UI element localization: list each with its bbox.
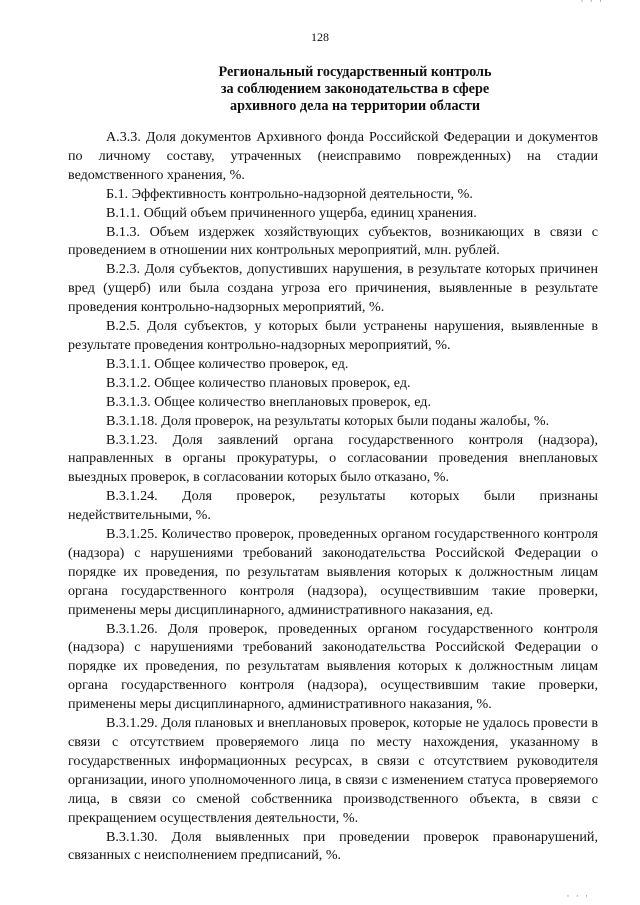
paragraph-v-3-1-23: В.3.1.23. Доля заявлений органа государственного контроля (надзора), направленных в органы прокуратуры, о согласовании проведения внеплановых выездных проверок, в согласовании которых было отказано, %. — [68, 431, 598, 486]
paragraph-a-3-3: А.3.3. Доля документов Архивного фонда Российской Федерации и документов по личному составу, утраченных (неисправимо поврежденных) на стадии ведомственного хранения, %. — [68, 129, 598, 183]
corner-scan-mark: · · · — [580, 0, 604, 6]
paragraph-v-2-5: В.2.5. Доля субъектов, у которых были устранены нарушения, выявленные в результате проведения контрольно-надзорных мероприятий, %. — [68, 318, 598, 353]
paragraph-v-3-1-24: В.3.1.24. Доля проверок, результаты которых были признаны недействительными, %. — [68, 488, 598, 524]
page-number: 128 — [311, 30, 329, 44]
paragraph-v-1-3: В.1.3. Объем издержек хозяйствующих субъектов, возникающих в связи с проведением в отношении них контрольных мероприятий, млн. рублей. — [68, 223, 598, 259]
paragraph-b-1: Б.1. Эффективность контрольно-надзорной деятельности, %. — [106, 185, 473, 202]
section-title-line-3: архивного дела на территории области — [229, 98, 480, 114]
paragraph-v-3-1-2: В.3.1.2. Общее количество плановых проверок, ед. — [106, 374, 411, 391]
section-title — [180, 64, 530, 115]
paragraph-v-3-1-29: В.3.1.29. Доля плановых и внеплановых проверок, которые не удалось провести в связи с отсутствием проверяемого лица по месту нахождения, указанному в государственных информационных ресурсах, в связи с отсутствием руководителя организации, иного уполномоченного лица, в связи с изменением статуса проверяемого лица, в связи со сменой собственника производственного объекта, в связи с прекращением осуществления деятельности, %. — [68, 715, 598, 826]
paragraph-v-3-1-25: В.3.1.25. Количество проверок, проведенных органом государственного контроля (надзора) с нарушениями требований законодательства Российской Федерации о порядке их проведения, по результатам выявления которых к должностным лицам органа государственного контроля (надзора), осуществившим такие проверки, применены меры дисциплинарного, административного наказания, ед. — [68, 526, 598, 618]
paragraph-v-3-1-18: В.3.1.18. Доля проверок, на результаты которых были поданы жалобы, %. — [106, 412, 550, 429]
section-title-line-2: за соблюдением законодательства в сфере — [220, 81, 490, 97]
paragraph-v-1-1: В.1.1. Общий объем причиненного ущерба, единиц хранения. — [106, 204, 477, 221]
paragraph-v-3-1-26: В.3.1.26. Доля проверок, проведенных органом государственного контроля (надзора) с нарушениями требований законодательства Российской Федерации о порядке их проведения, по результатам выявления которых к должностным лицам органа государственного контроля (надзора), осуществившим такие проверки, применены меры дисциплинарного, административного наказания, %. — [68, 620, 598, 713]
section-title-line-1: Региональный государственный контроль — [218, 64, 492, 80]
paragraph-v-3-1-3: В.3.1.3. Общее количество внеплановых проверок, ед. — [106, 393, 431, 410]
paragraph-v-3-1-1: В.3.1.1. Общее количество проверок, ед. — [106, 355, 349, 372]
paragraph-v-2-3: В.2.3. Доля субъектов, допустивших нарушения, в результате которых причинен вред (ущерб) или была создана угроза его причинения, выявленные в результате проведения контрольно-надзорных мероприятий, %. — [68, 261, 598, 316]
document-body — [68, 128, 598, 865]
paragraph-v-3-1-30: В.3.1.30. Доля выявленных при проведении проверок правонарушений, связанных с неисполнением предписаний, %. — [68, 828, 598, 864]
corner-scan-mark: · · · — [566, 891, 590, 901]
